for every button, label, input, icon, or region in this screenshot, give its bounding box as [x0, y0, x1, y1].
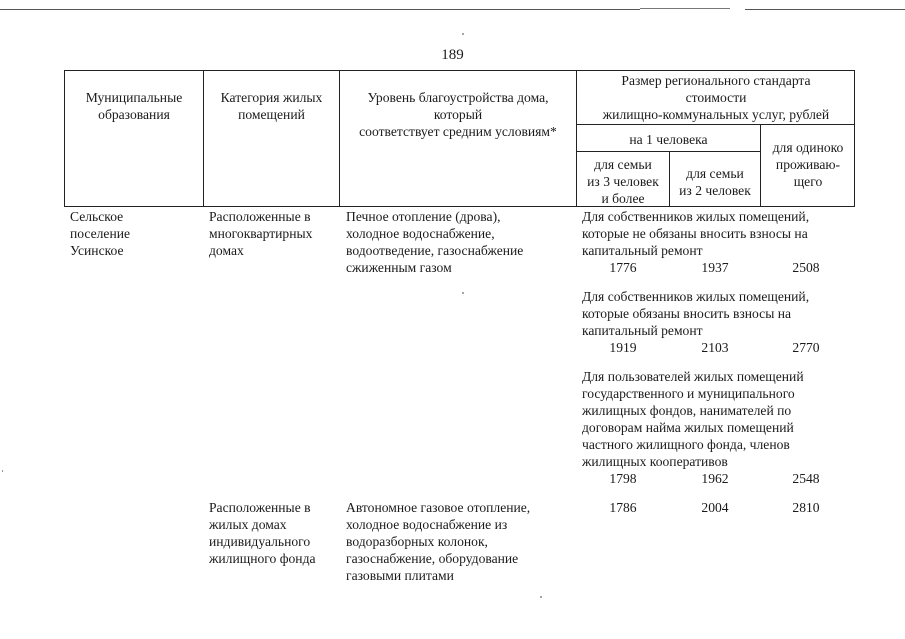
- header-per-person: на 1 человека: [629, 132, 708, 147]
- header-family2: для семьи из 2 человек: [679, 166, 751, 198]
- scan-edge-line: [0, 9, 640, 10]
- scan-speck: [540, 596, 542, 598]
- page-number: 189: [441, 47, 464, 63]
- value-family3: 1776: [609, 260, 637, 275]
- value-family3: 1786: [609, 500, 637, 515]
- header-level: Уровень благоустройства дома, который соответствует средним условиям*: [359, 90, 557, 139]
- scan-speck: [2, 470, 3, 472]
- scan-edge-line: [745, 9, 905, 10]
- value-family2: 1962: [701, 471, 729, 486]
- value-single: 2508: [792, 260, 820, 275]
- header-single: для одиноко проживаю- щего: [772, 140, 844, 189]
- value-family2: 1937: [701, 260, 729, 275]
- level-cell-gas-heating: Автономное газовое отопление, холодное водоснабжение из водоразборных колонок, газоснабжение, оборудование газовыми плитами: [346, 500, 531, 583]
- municipality-cell: Сельское поселение Усинское: [70, 209, 131, 258]
- scan-speck: [462, 33, 464, 35]
- header-category: Категория жилых помещений: [220, 90, 323, 122]
- level-cell-stove-heating: Печное отопление (дрова), холодное водоснабжение, водоотведение, газоснабжение сжиженным газом: [346, 209, 524, 275]
- owners-with-repair-fee-label: Для собственников жилых помещений, которые обязаны вносить взносы на капитальный ремонт: [582, 289, 810, 338]
- value-family2: 2004: [701, 500, 729, 515]
- scan-edge-line: [640, 8, 730, 9]
- owners-no-repair-fee-label: Для собственников жилых помещений, которые не обязаны вносить взносы на капитальный ремонт: [582, 209, 810, 258]
- value-family2: 2103: [701, 340, 729, 355]
- scan-speck: [462, 292, 464, 294]
- header-family3: для семьи из 3 человек и более: [587, 157, 659, 206]
- value-single: 2770: [792, 340, 820, 355]
- tenants-label: Для пользователей жилых помещений государственного и муниципального жилищных фондов, нанимателей по договорам найма жилых помещений частного жилищного фонда, членов жилищных кооперативов: [582, 369, 804, 469]
- header-municipality: Муниципальные образования: [85, 90, 183, 122]
- value-single: 2810: [792, 500, 820, 515]
- value-family3: 1919: [609, 340, 637, 355]
- value-single: 2548: [792, 471, 820, 486]
- category-cell-private-houses: Расположенные в жилых домах индивидуального жилищного фонда: [209, 500, 316, 566]
- value-family3: 1798: [609, 471, 637, 486]
- category-cell-apartments: Расположенные в многоквартирных домах: [209, 209, 313, 258]
- header-standard: Размер регионального стандарта стоимости жилищно-коммунальных услуг, рублей: [602, 73, 830, 122]
